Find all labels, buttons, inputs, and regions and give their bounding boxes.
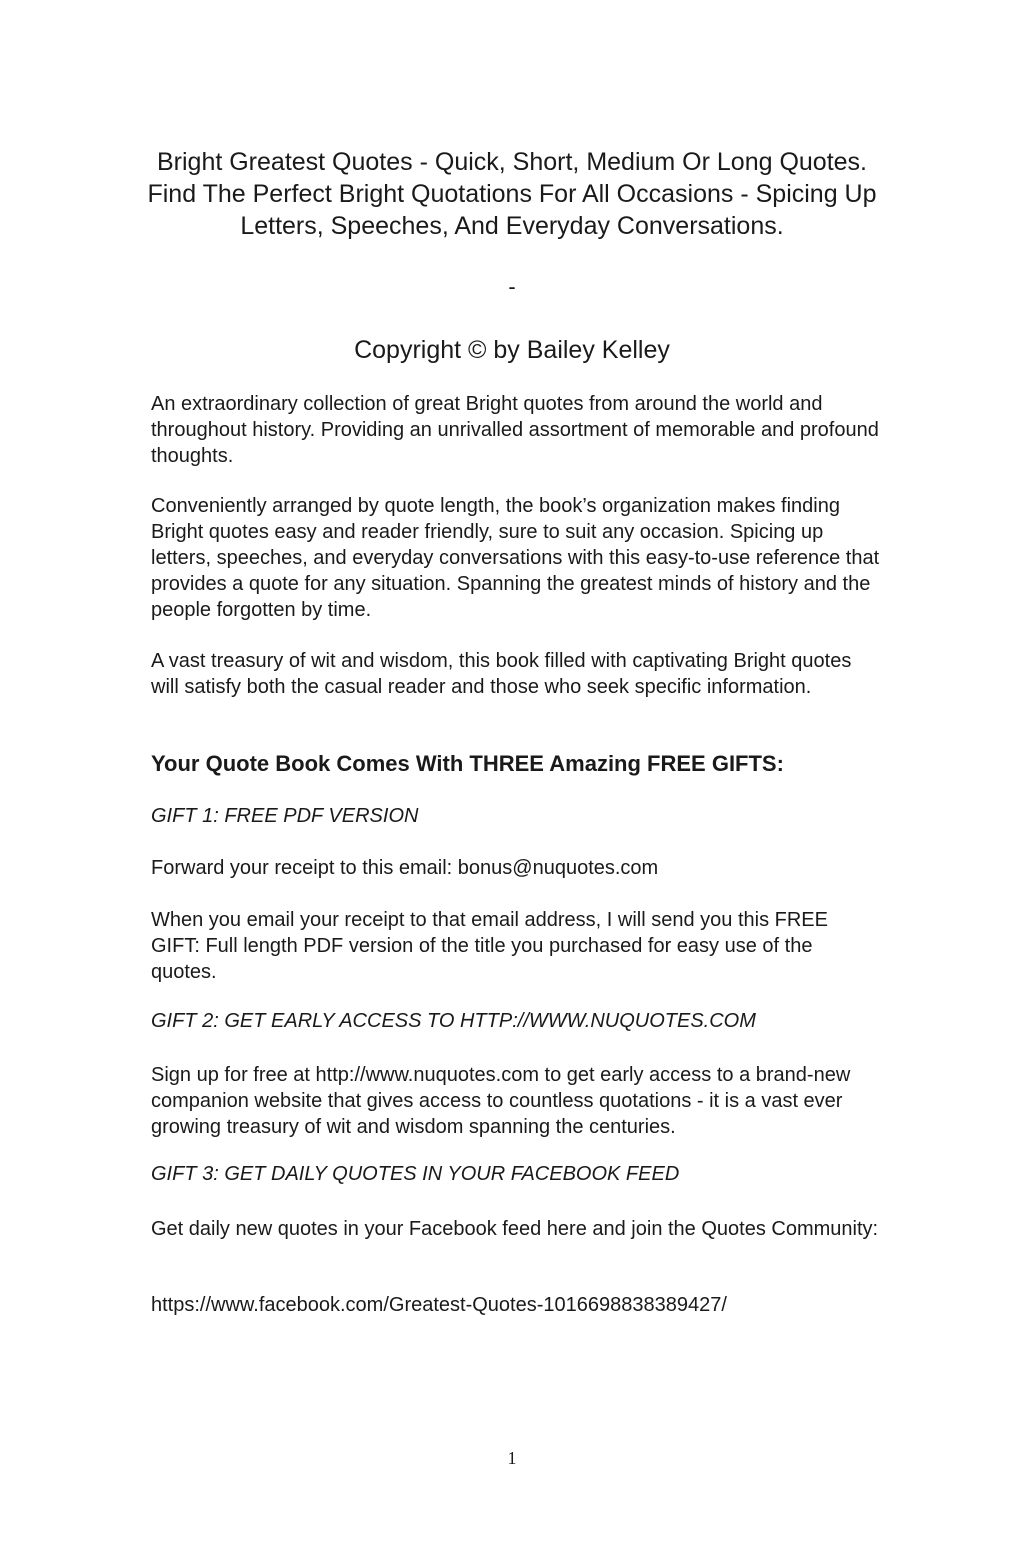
gift1-description: When you email your receipt to that email address, I will send you this FREE GIFT: Full length PDF version of the title you purchased for easy use of the quotes. bbox=[151, 909, 828, 983]
title-separator: - bbox=[508, 274, 516, 299]
gift1-title: GIFT 1: FREE PDF VERSION bbox=[151, 805, 419, 827]
gift3-description: Get daily new quotes in your Facebook feed here and join the Quotes Community: bbox=[151, 1218, 879, 1240]
gift1-email-line[interactable]: Forward your receipt to this email: bonus@nuquotes.com bbox=[151, 857, 659, 879]
page-title: Bright Greatest Quotes - Quick, Short, Medium Or Long Quotes. Find The Perfect Bright Quotations For All Occasions - Spicing Up Letters, Speeches, And Everyday Conversations. bbox=[147, 148, 877, 240]
facebook-link[interactable]: https://www.facebook.com/Greatest-Quotes-1016698838389427/ bbox=[151, 1294, 727, 1316]
page-number: 1 bbox=[507, 1448, 517, 1468]
arrangement-paragraph: Conveniently arranged by quote length, the book’s organization makes finding Bright quotes easy and reader friendly, sure to suit any occasion. Spicing up letters, speeches, and everyday conversations with this easy-to-use reference that provides a quote for any situation. Spanning the greatest minds of history and the people forgotten by time. bbox=[151, 495, 880, 621]
gift3-title: GIFT 3: GET DAILY QUOTES IN YOUR FACEBOOK FEED bbox=[151, 1163, 680, 1185]
treasury-paragraph: A vast treasury of wit and wisdom, this book filled with captivating Bright quotes will satisfy both the casual reader and those who seek specific information. bbox=[151, 650, 852, 698]
gift2-description: Sign up for free at http://www.nuquotes.com to get early access to a brand-new companion website that gives access to countless quotations - it is a vast ever growing treasury of wit and wisdom spanning the centuries. bbox=[151, 1064, 851, 1138]
copyright-line: Copyright © by Bailey Kelley bbox=[354, 336, 670, 364]
gift2-title: GIFT 2: GET EARLY ACCESS TO HTTP://WWW.NUQUOTES.COM bbox=[151, 1010, 756, 1032]
gifts-heading: Your Quote Book Comes With THREE Amazing FREE GIFTS: bbox=[151, 751, 784, 776]
intro-paragraph: An extraordinary collection of great Bright quotes from around the world and throughout history. Providing an unrivalled assortment of memorable and profound thoughts. bbox=[151, 393, 879, 467]
